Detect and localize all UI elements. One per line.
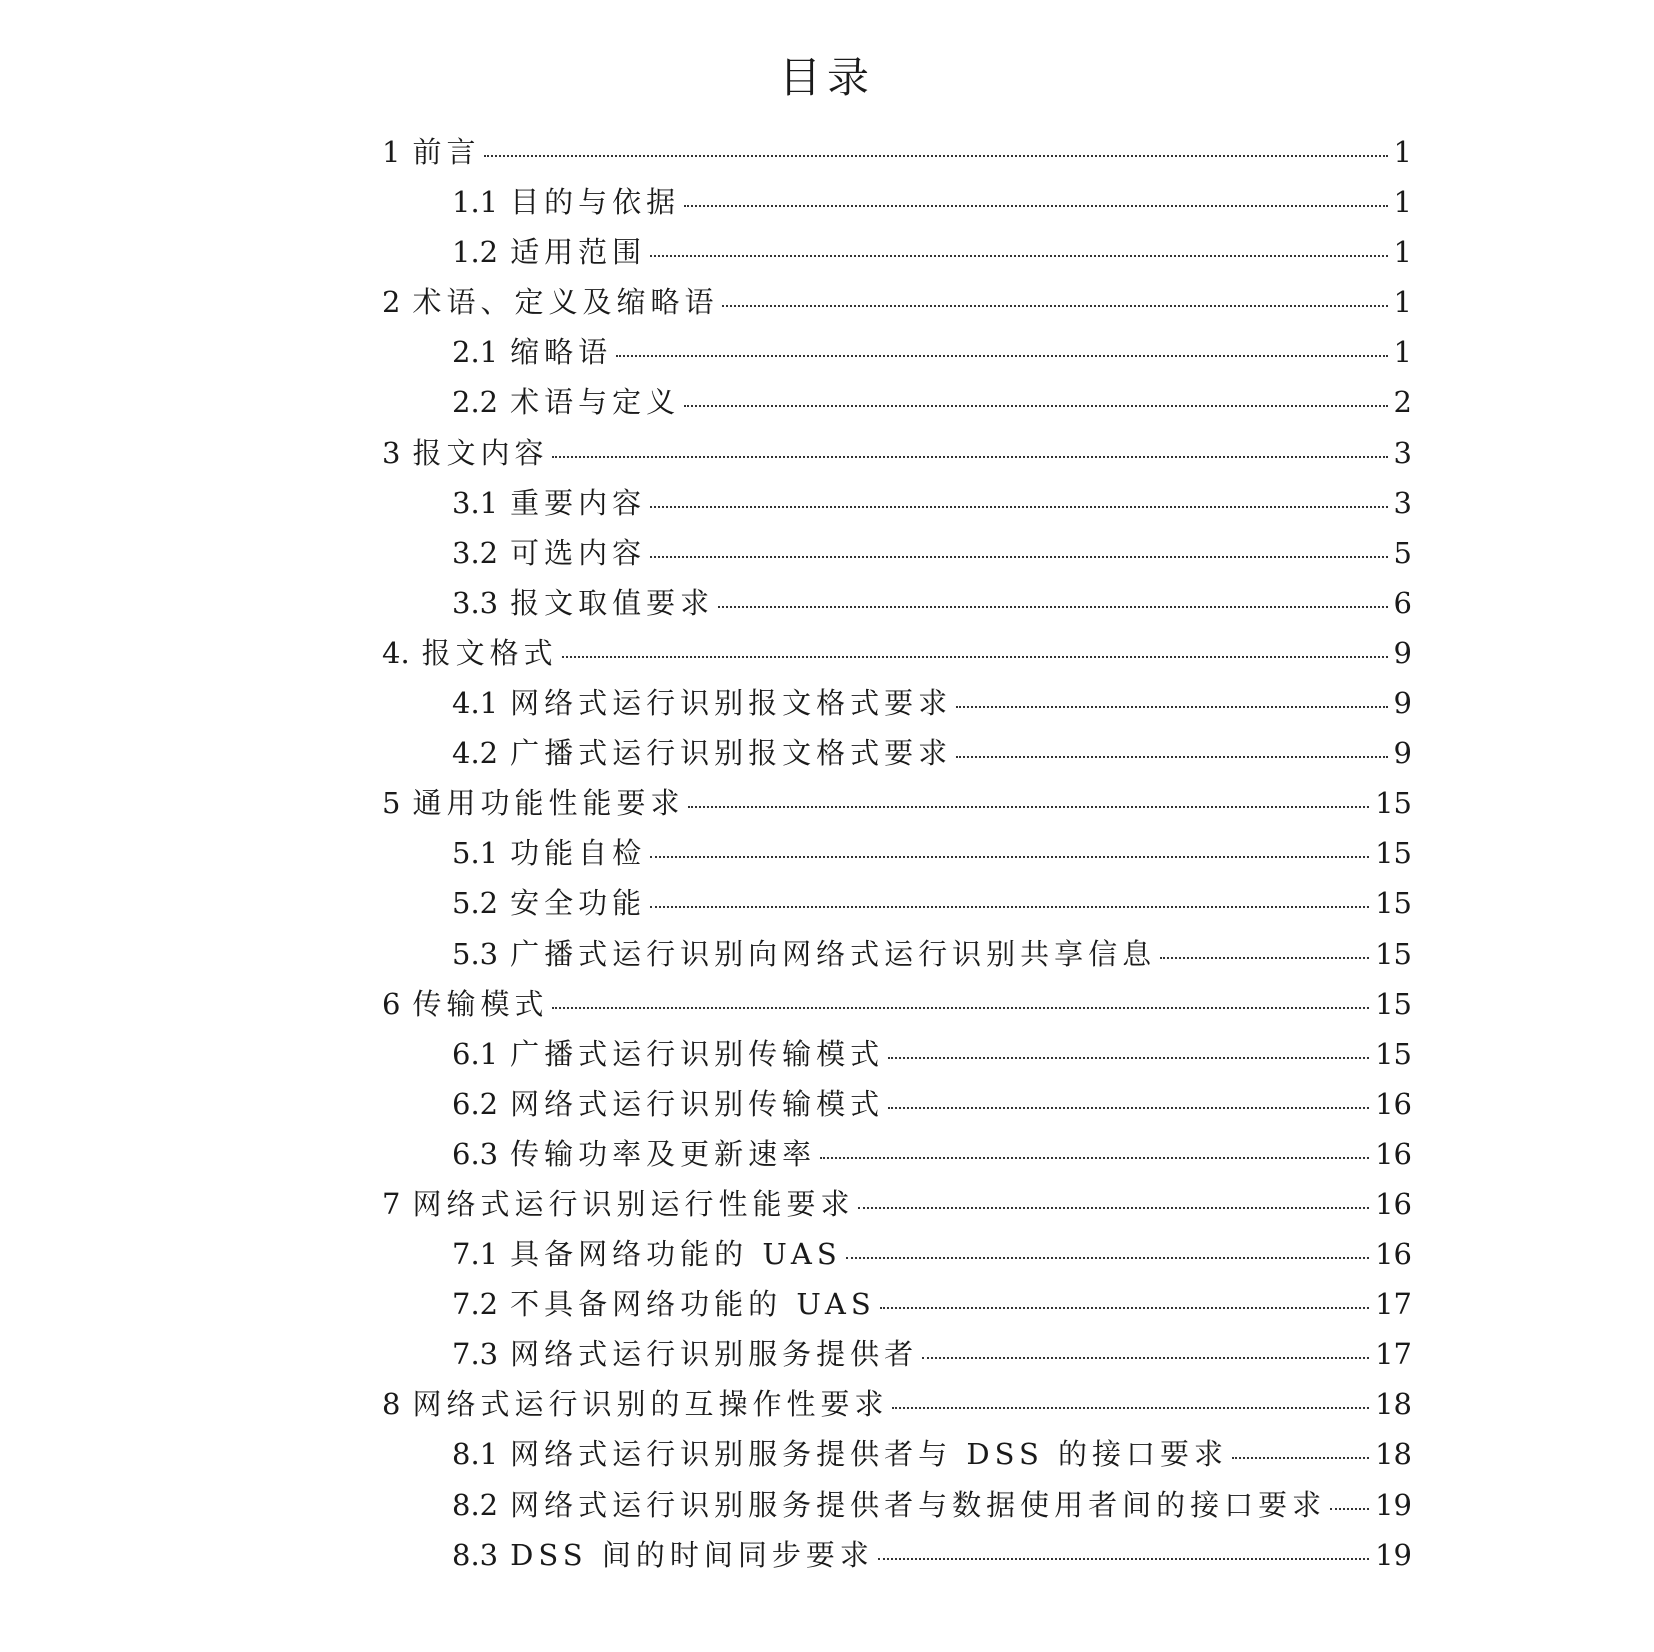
- toc-dot-leader: [684, 205, 1387, 207]
- toc-entry-number: 4.1: [452, 686, 499, 721]
- toc-entry-number: 1: [382, 135, 401, 169]
- toc-entry-label: 广播式运行识别传输模式: [510, 1036, 885, 1071]
- toc-entry[interactable]: [382, 929, 1412, 979]
- toc-entry-number: 8.3: [452, 1537, 499, 1572]
- toc-entry-label: 网络式运行识别报文格式要求: [510, 686, 953, 721]
- toc-entry[interactable]: [382, 428, 1412, 478]
- toc-entry-number: 5.3: [452, 936, 499, 971]
- toc-entry-label: 安全功能: [510, 886, 647, 921]
- toc-entry-page-number: 19: [1375, 1537, 1412, 1572]
- toc-dot-leader: [858, 1207, 1369, 1209]
- toc-entry-label: 具备网络功能的 UAS: [510, 1237, 842, 1272]
- toc-entry-page-number: 18: [1375, 1387, 1412, 1422]
- toc-entry-label: 报文格式: [421, 635, 558, 670]
- toc-entry[interactable]: [382, 1379, 1412, 1429]
- toc-dot-leader: [956, 706, 1387, 708]
- toc-entry[interactable]: [382, 528, 1412, 578]
- toc-dot-leader: [650, 906, 1369, 908]
- toc-entry-page-number: 15: [1375, 886, 1412, 921]
- toc-entry-label: 广播式运行识别向网络式运行识别共享信息: [510, 936, 1157, 971]
- toc-dot-leader: [1330, 1508, 1369, 1510]
- toc-dot-leader: [650, 556, 1387, 558]
- toc-dot-leader: [688, 806, 1369, 808]
- toc-entry-page-number: 18: [1375, 1437, 1412, 1472]
- toc-entry[interactable]: [382, 1279, 1412, 1329]
- toc-entry[interactable]: [382, 878, 1412, 928]
- toc-entry-page-number: 16: [1375, 1237, 1412, 1272]
- toc-entry-label: 不具备网络功能的 UAS: [510, 1287, 876, 1322]
- toc-entry-number: 8.1: [452, 1437, 499, 1472]
- toc-entry-number: 5.2: [452, 886, 499, 921]
- toc-entry-page-number: 15: [1375, 836, 1412, 871]
- toc-entry-page-number: 2: [1393, 385, 1412, 420]
- toc-entry-label: 目的与依据: [510, 185, 681, 220]
- toc-dot-leader: [888, 1107, 1369, 1109]
- toc-dot-leader: [552, 1007, 1369, 1009]
- toc-entry-number: 6: [382, 986, 401, 1021]
- toc-entry-number: 5.1: [452, 836, 499, 871]
- toc-entry-label: 网络式运行识别的互操作性要求: [412, 1387, 889, 1422]
- toc-entry-label: 重要内容: [510, 485, 647, 520]
- toc-entry[interactable]: [382, 1429, 1412, 1479]
- toc-entry-number: 7.1: [452, 1237, 499, 1272]
- toc-entry-label: 适用范围: [510, 235, 647, 270]
- toc-entry[interactable]: [382, 1530, 1412, 1580]
- toc-entry-page-number: 15: [1375, 786, 1412, 821]
- toc-entry-number: 3: [382, 435, 401, 470]
- toc-dot-leader: [892, 1407, 1369, 1409]
- toc-entry-number: 2.2: [452, 385, 499, 420]
- toc-entry-label: 术语、定义及缩略语: [412, 285, 719, 320]
- toc-entry-label: 报文内容: [412, 435, 549, 470]
- toc-entry-number: 8: [382, 1387, 401, 1422]
- toc-entry[interactable]: [382, 277, 1412, 327]
- toc-entry-page-number: 1: [1393, 185, 1412, 220]
- toc-dot-leader: [650, 856, 1369, 858]
- toc-dot-leader: [820, 1157, 1369, 1159]
- toc-entry-label: 网络式运行识别运行性能要求: [412, 1186, 855, 1221]
- toc-entry[interactable]: [382, 327, 1412, 377]
- toc-entry-label: 网络式运行识别传输模式: [510, 1086, 885, 1121]
- toc-entry-number: 2.1: [452, 335, 499, 370]
- toc-dot-leader: [922, 1357, 1369, 1359]
- toc-entry-label: 网络式运行识别服务提供者与数据使用者间的接口要求: [510, 1487, 1327, 1522]
- toc-entry[interactable]: [382, 127, 1412, 177]
- toc-entry-label: 功能自检: [510, 836, 647, 871]
- toc-entry-page-number: 9: [1393, 736, 1412, 771]
- toc-dot-leader: [956, 756, 1387, 758]
- toc-entry-page-number: 17: [1375, 1337, 1412, 1372]
- toc-entry-number: 2: [382, 285, 401, 320]
- toc-entry-page-number: 16: [1375, 1186, 1412, 1221]
- toc-entry-page-number: 1: [1393, 335, 1412, 370]
- toc-entry[interactable]: [382, 377, 1412, 427]
- toc-entry[interactable]: [382, 628, 1412, 678]
- toc-entry[interactable]: [382, 678, 1412, 728]
- toc-entry-page-number: 19: [1375, 1487, 1412, 1522]
- toc-entry-label: 传输功率及更新速率: [510, 1136, 817, 1171]
- toc-entry-label: DSS 间的时间同步要求: [510, 1537, 874, 1572]
- toc-entry-page-number: 17: [1375, 1287, 1412, 1322]
- toc-entry-page-number: 15: [1375, 1036, 1412, 1071]
- toc-entry-label: 传输模式: [412, 986, 549, 1021]
- toc-entry-number: 4.: [382, 635, 410, 670]
- toc-entry-number: 1.1: [452, 185, 499, 220]
- toc-entry[interactable]: [382, 1229, 1412, 1279]
- toc-entry-page-number: 1: [1393, 235, 1412, 270]
- toc-entry[interactable]: [382, 979, 1412, 1029]
- toc-entry-label: 缩略语: [510, 335, 613, 370]
- toc-entry[interactable]: [382, 1179, 1412, 1229]
- toc-entry-page-number: 5: [1393, 535, 1412, 570]
- toc-dot-leader: [552, 456, 1387, 458]
- toc-entry-label: 可选内容: [510, 535, 647, 570]
- toc-entry-page-number: 16: [1375, 1136, 1412, 1171]
- toc-entry-label: 网络式运行识别服务提供者与 DSS 的接口要求: [510, 1437, 1229, 1472]
- toc-entry[interactable]: [382, 1029, 1412, 1079]
- toc-entry-number: 6.1: [452, 1036, 499, 1071]
- toc-entry-number: 5: [382, 786, 401, 821]
- toc-entry-number: 7.2: [452, 1287, 499, 1322]
- toc-title: 目录: [778, 53, 875, 102]
- toc-entry-page-number: 15: [1375, 936, 1412, 971]
- toc-entry-page-number: 16: [1375, 1086, 1412, 1121]
- toc-dot-leader: [650, 506, 1387, 508]
- toc-entry[interactable]: [382, 1129, 1412, 1179]
- toc-dot-leader: [650, 255, 1387, 257]
- toc-entry-page-number: 15: [1375, 986, 1412, 1021]
- toc-dot-leader: [722, 305, 1387, 307]
- toc-entry-number: 7.3: [452, 1337, 499, 1372]
- toc-entry[interactable]: [382, 778, 1412, 828]
- toc-entry[interactable]: [382, 578, 1412, 628]
- toc-entry-number: 8.2: [452, 1487, 499, 1522]
- toc-entry-page-number: 3: [1393, 435, 1412, 470]
- toc-entry-label: 报文取值要求: [510, 585, 715, 620]
- toc-dot-leader: [1160, 957, 1369, 959]
- toc-entry-page-number: 6: [1393, 585, 1412, 620]
- toc-entry-number: 6.2: [452, 1086, 499, 1121]
- toc-entry-page-number: 1: [1393, 135, 1412, 169]
- toc-dot-leader: [718, 606, 1387, 608]
- toc-entry[interactable]: [382, 828, 1412, 878]
- toc-entry[interactable]: [382, 478, 1412, 528]
- toc-dot-leader: [684, 405, 1387, 407]
- toc-entry[interactable]: [382, 1480, 1412, 1530]
- toc-entry-number: 4.2: [452, 736, 499, 771]
- toc-entry-number: 3.3: [452, 585, 499, 620]
- toc-dot-leader: [888, 1057, 1369, 1059]
- toc-dot-leader: [616, 355, 1387, 357]
- toc-entry-page-number: 9: [1393, 635, 1412, 670]
- toc-entry[interactable]: [382, 227, 1412, 277]
- toc-entry-number: 6.3: [452, 1136, 499, 1171]
- toc-entry-number: 3.2: [452, 535, 499, 570]
- toc-entry-label: 通用功能性能要求: [412, 786, 685, 821]
- toc-list: [382, 127, 1412, 1580]
- toc-entry[interactable]: [382, 728, 1412, 778]
- toc-entry-number: 3.1: [452, 485, 499, 520]
- toc-entry-number: 7: [382, 1186, 401, 1221]
- toc-dot-leader: [878, 1558, 1369, 1560]
- toc-entry-page-number: 3: [1393, 485, 1412, 520]
- toc-entry[interactable]: [382, 177, 1412, 227]
- toc-entry[interactable]: [382, 1329, 1412, 1379]
- toc-entry-label: 前言: [412, 135, 481, 169]
- toc-entry-page-number: 1: [1393, 285, 1412, 320]
- toc-entry-label: 网络式运行识别服务提供者: [510, 1337, 919, 1372]
- toc-entry-number: 1.2: [452, 235, 499, 270]
- toc-dot-leader: [846, 1257, 1369, 1259]
- toc-entry-label: 术语与定义: [510, 385, 681, 420]
- toc-dot-leader: [562, 656, 1388, 658]
- toc-entry-page-number: 9: [1393, 686, 1412, 721]
- toc-entry-label: 广播式运行识别报文格式要求: [510, 736, 953, 771]
- toc-dot-leader: [484, 155, 1387, 157]
- toc-dot-leader: [880, 1307, 1369, 1309]
- toc-entry[interactable]: [382, 1079, 1412, 1129]
- toc-dot-leader: [1232, 1457, 1369, 1459]
